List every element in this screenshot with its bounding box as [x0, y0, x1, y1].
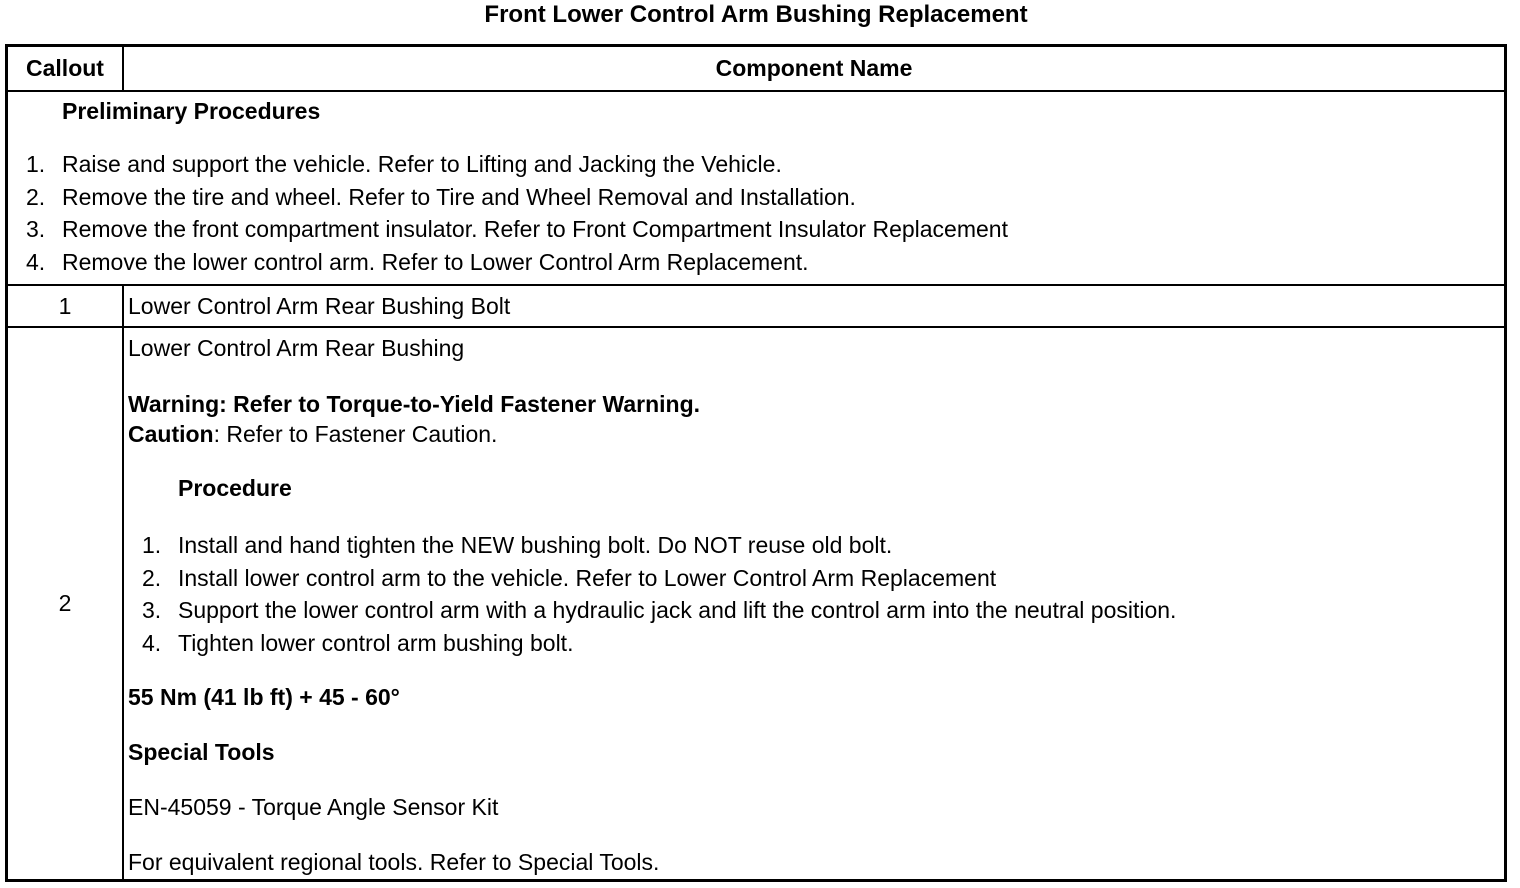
table-row: [8, 286, 1504, 328]
preliminary-procedures-heading: Preliminary Procedures: [62, 98, 321, 124]
step-number: 4.: [142, 630, 162, 657]
step-text: Tighten lower control arm bushing bolt.: [178, 630, 574, 657]
component-name-column-header: Component Name: [715, 55, 913, 81]
step-text: Install and hand tighten the NEW bushing bolt. Do NOT reuse old bolt.: [178, 532, 893, 558]
document-title: Front Lower Control Arm Bushing Replacement: [484, 1, 1028, 28]
list-item: [128, 562, 1176, 595]
list-item: [8, 246, 1008, 279]
special-tools-heading: Special Tools: [128, 739, 275, 765]
list-item: [128, 594, 1176, 627]
caution-body: : Refer to Fastener Caution.: [213, 421, 498, 447]
list-item: [128, 627, 1176, 660]
step-text: Remove the lower control arm. Refer to Lower Control Arm Replacement.: [62, 249, 809, 276]
step-number: 3.: [26, 216, 46, 243]
component-name-cell: Lower Control Arm Rear Bushing Bolt: [128, 293, 511, 319]
list-item: [8, 148, 1008, 181]
regional-tools-note: For equivalent regional tools. Refer to Special Tools.: [128, 849, 660, 875]
torque-spec: 55 Nm (41 lb ft) + 45 - 60°: [128, 684, 400, 710]
step-number: 3.: [142, 597, 162, 624]
special-tool-item: EN-45059 - Torque Angle Sensor Kit: [128, 794, 499, 820]
step-number: 1.: [26, 151, 46, 177]
step-text: Raise and support the vehicle. Refer to Lifting and Jacking the Vehicle.: [62, 151, 782, 177]
list-item: [8, 213, 1008, 246]
caution-label: Caution: [128, 421, 214, 447]
step-text: Remove the tire and wheel. Refer to Tire and Wheel Removal and Installation.: [62, 183, 856, 210]
table-row: [8, 328, 1504, 879]
step-text: Install lower control arm to the vehicle. Refer to Lower Control Arm Replacement: [178, 564, 997, 591]
list-item: [128, 529, 1176, 562]
procedure-heading: Procedure: [178, 475, 292, 501]
component-name: Lower Control Arm Rear Bushing: [128, 335, 465, 361]
step-text: Remove the front compartment insulator. Refer to Front Compartment Insulator Replacement: [62, 216, 1008, 243]
step-number: 1.: [142, 532, 162, 558]
caution-text: [128, 419, 497, 449]
table-header-row: [8, 47, 1504, 92]
callout-column-header: Callout: [8, 47, 124, 90]
step-text: Support the lower control arm with a hydraulic jack and lift the control arm into the neutral position.: [178, 597, 1177, 624]
procedure-steps-list: [128, 529, 1176, 660]
warning-text: Warning: Refer to Torque-to-Yield Fastener Warning.: [128, 391, 701, 417]
preliminary-procedures-row: [8, 92, 1504, 286]
list-item: [8, 181, 1008, 214]
component-detail-cell: [128, 328, 1504, 879]
step-number: 2.: [142, 564, 162, 591]
callout-cell: 2: [8, 328, 124, 879]
procedure-table: [5, 44, 1507, 882]
preliminary-steps-list: [8, 148, 1008, 279]
step-number: 4.: [26, 249, 46, 276]
step-number: 2.: [26, 183, 46, 210]
callout-cell: 1: [8, 286, 124, 326]
